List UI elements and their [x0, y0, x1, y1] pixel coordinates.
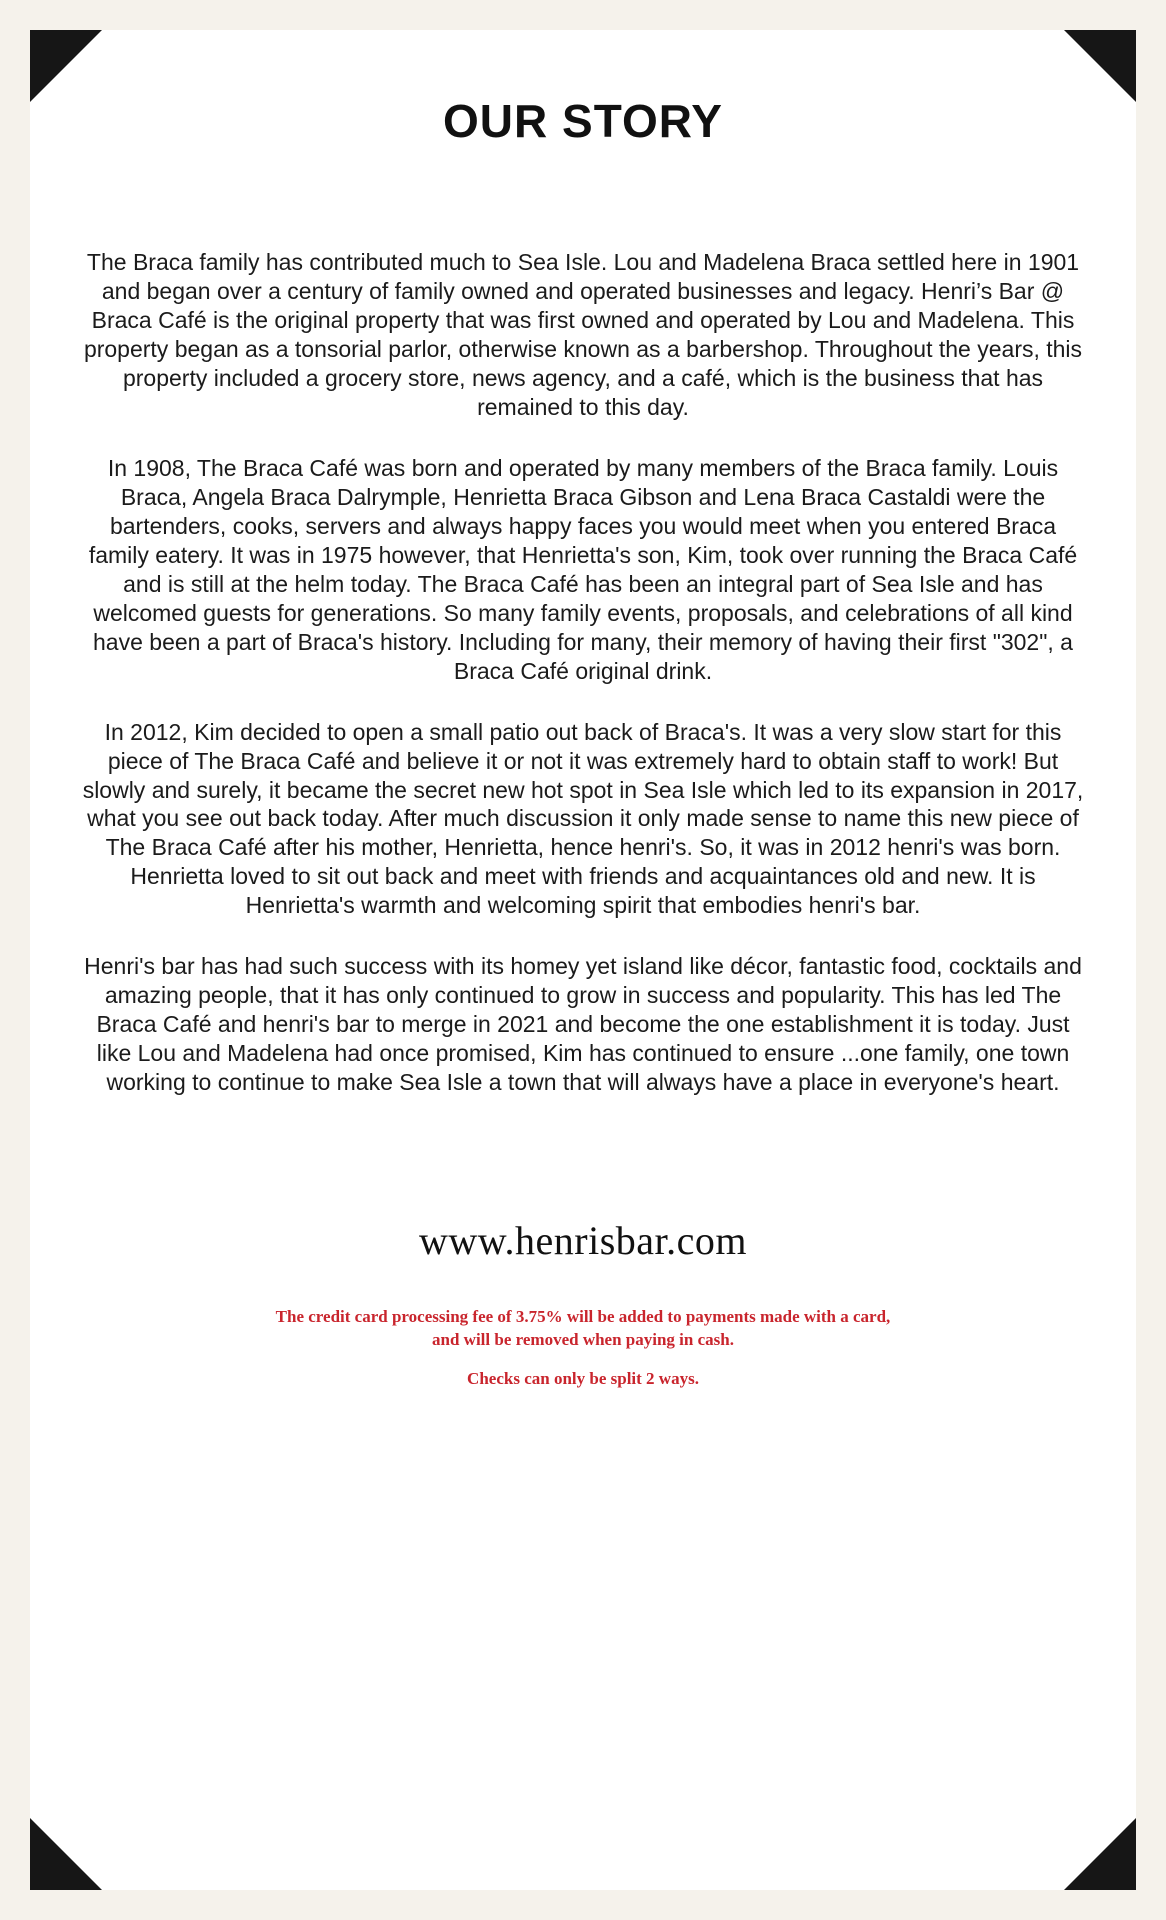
story-text [78, 248, 1088, 1097]
corner-triangle-top-left [30, 30, 102, 102]
checks-notice: Checks can only be split 2 ways. [467, 1369, 699, 1389]
corner-triangle-bottom-left [30, 1818, 102, 1890]
story-panel [30, 30, 1136, 1890]
corner-triangle-bottom-right [1064, 1818, 1136, 1890]
fee-notice-line1: The credit card processing fee of 3.75% will be added to payments made with a card, [275, 1307, 891, 1327]
footer-notices [30, 1306, 1136, 1391]
page-title: OUR STORY [443, 95, 723, 147]
story-paragraph: The Braca family has contributed much to Sea Isle. Lou and Madelena Braca settled here in 1901 and began over a century of family owned and operated businesses and legacy. Henri’s Bar @ Braca Café is the original property that was first owned and operated by Lou and Madelena. This property began as a tonsorial parlor, otherwise known as a barbershop. Throughout the years, this property included a grocery store, news agency, and a café, which is the business that has remained to this day. [83, 249, 1083, 420]
corner-triangle-top-right [1064, 30, 1136, 102]
website-text: www.henrisbar.com [418, 1218, 748, 1264]
story-paragraph: In 2012, Kim decided to open a small patio out back of Braca's. It was a very slow start for this piece of The Braca Café and believe it or not it was extremely hard to obtain staff to work! But slowly and surely, it became the secret new hot spot in Sea Isle which led to its expansion in 2017, what you see out back today. After much discussion it only made sense to name this new piece of The Braca Café after his mother, Henrietta, hence henri's. So, it was in 2012 henri's was born. Henrietta loved to sit out back and meet with friends and acquaintances old and new. It is Henrietta's warmth and welcoming spirit that embodies henri's bar. [82, 718, 1084, 919]
story-paragraph: In 1908, The Braca Café was born and operated by many members of the Braca family. Louis Braca, Angela Braca Dalrymple, Henrietta Braca Gibson and Lena Braca Castaldi were the bartenders, cooks, servers and always happy faces you would meet when you entered Braca family eatery. It was in 1975 however, that Henrietta's son, Kim, took over running the Braca Café and is still at the helm today. The Braca Café has been an integral part of Sea Isle and has welcomed guests for generations. So many family events, proposals, and celebrations of all kind have been a part of Braca's history. Including for many, their memory of having their first "302", a Braca Café original drink. [88, 454, 1078, 684]
fee-notice-line2: and will be removed when paying in cash. [432, 1330, 734, 1350]
story-paragraph: Henri's bar has had such success with its homey yet island like décor, fantastic food, cocktails and amazing people, that it has only continued to grow in success and popularity. This has led The Braca Café and henri's bar to merge in 2021 and become the one establishment it is today. Just like Lou and Madelena had once promised, Kim has continued to ensure ...one family, one town working to continue to make Sea Isle a town that will always have a place in everyone's heart. [84, 953, 1082, 1096]
